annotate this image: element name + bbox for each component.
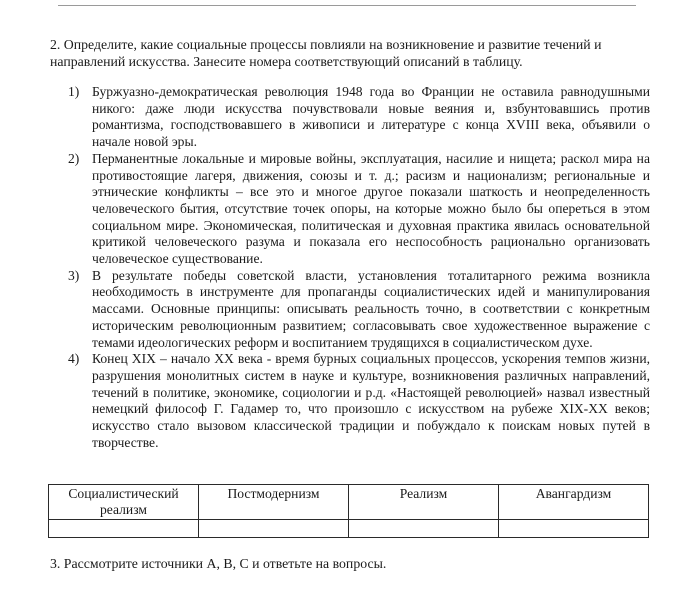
item-number: 4) — [68, 351, 80, 367]
list-item — [68, 268, 650, 352]
header-avant-garde: Авангардизм — [499, 485, 649, 520]
answer-cell-postmodernism[interactable] — [199, 520, 349, 538]
header-postmodernism: Постмодернизм — [199, 485, 349, 520]
item-number: 2) — [68, 150, 80, 166]
item-text: Буржуазно-демократическая революция 1948 года во Франции не оставила равнодушными никого: даже люди искусства почувствовали новые веяния и, взбунтовавшись против романтизма, господствовавшего в живописи и литературе с конца XVIII века, объявили о начале новой эры. — [92, 84, 650, 150]
list-item — [68, 351, 650, 451]
task-2-heading: 2. Определите, какие социальные процессы повлияли на возникновение и развитие течений и направлений искусства. Занесите номера соответствующий описаний в таблицу. — [50, 37, 602, 69]
item-text: Конец XIX – начало XX века - время бурных социальных процессов, ускорения темпов жизни, разрушения монолитных систем в науке и культуре, возникновения различных направлений, течений в политике, экономике, социологии и р.д. «Настоящей революцией» назвал известный немецкий философ Г. Гадамер то, что произошло с искусством на рубеже XIX-XX веков; искусство стало вызовом классической традиции и побуждало к поискам новых путей в творчестве. — [92, 351, 650, 450]
item-number: 1) — [68, 84, 80, 99]
task-3-heading: 3. Рассмотрите источники А, В, С и ответьте на вопросы. — [50, 556, 387, 571]
answer-cell-avant-garde[interactable] — [499, 520, 649, 538]
item-text: Перманентные локальные и мировые войны, эксплуатация, насилие и нищета; раскол мира на противостоящие лагеря, движения, союзы и т. д.; расизм и национализм; региональные и этнические конфликты – все это и многое другое показали шаткость и неопределенность человеческого бытия, отсутствие точек опоры, на которые можно было бы опереться в этом социальном мире. Экономическая, политическая и духовная практика явилась основательной критикой человеческого разума и показала его неспособность рационально организовать человеческое существование. — [92, 150, 650, 267]
table-row — [49, 520, 649, 538]
list-item — [68, 84, 650, 151]
list-item — [68, 151, 650, 268]
header-socialist-realism: Социалистический реализм — [49, 485, 199, 520]
table-header-row — [49, 485, 649, 520]
item-text: В результате победы советской власти, установления тоталитарного режима возникла необходимость в инструменте для пропаганды социалистических идей и манипулирования массами. Основные принципы: описывать реальность точно, в соответствии с конкретным историческим революционным развитием; согласовывать свое художественное выражение с темами идеологических реформ и воспитанием трудящихся в социалистическом духе. — [92, 267, 650, 350]
answer-table — [48, 484, 649, 538]
descriptions-list — [68, 84, 650, 451]
answer-cell-realism[interactable] — [349, 520, 499, 538]
item-number: 3) — [68, 267, 80, 283]
answer-cell-socialist-realism[interactable] — [49, 520, 199, 538]
header-realism: Реализм — [349, 485, 499, 520]
top-divider — [58, 5, 636, 6]
